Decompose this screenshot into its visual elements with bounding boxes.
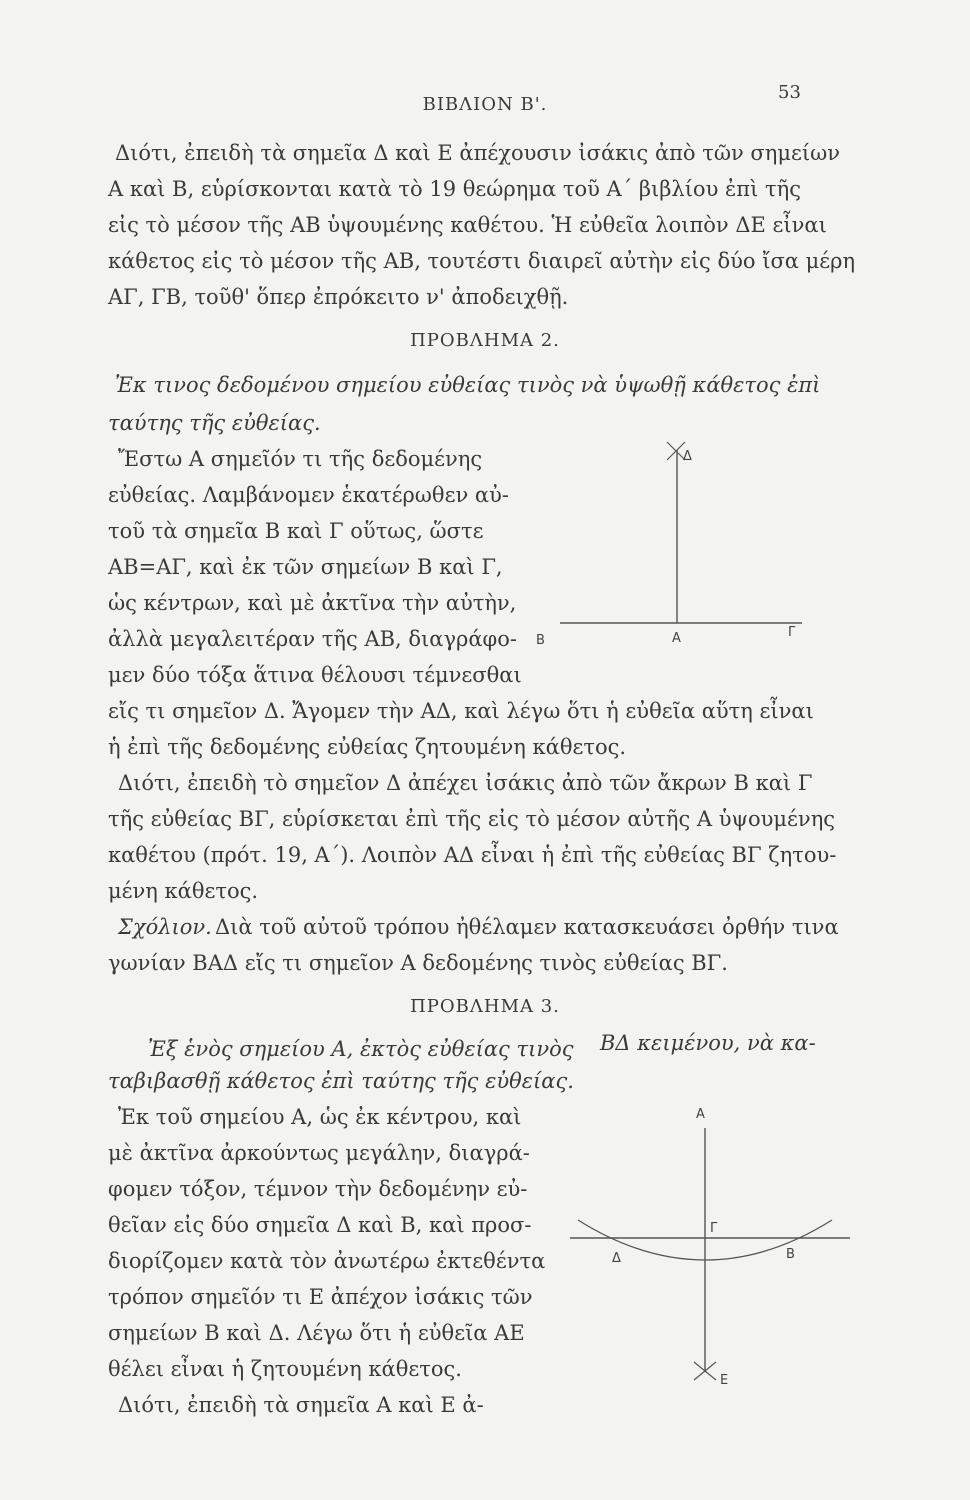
problem-2-line-5: ὡς κέντρων, καὶ μὲ ἀκτῖνα τὴν αὐτὴν, [108, 591, 517, 615]
problem-3-line-4: θεῖαν εἰς δύο σημεῖα Δ καὶ Β, καὶ προσ- [108, 1213, 532, 1237]
running-head-title: ΒΙΒΛΙΟΝ Β'. [422, 94, 548, 115]
intro-line-4: κάθετος εἰς τὸ μέσον τῆς ΑΒ, τουτέστι διαιρεῖ αὐτὴν εἰς δύο ἴσα μέρη [108, 249, 856, 273]
figure-problem-2 [520, 420, 820, 660]
problem-2-line-13: μένη κάθετος. [108, 879, 259, 903]
scholion-label: Σχόλιον. [118, 915, 212, 939]
figure-2-label-b: Β [536, 633, 545, 648]
problem-2-line-12: καθέτου (πρότ. 19, Α΄). Λοιπὸν ΑΔ εἶναι ἡ ἐπὶ τῆς εὐθείας ΒΓ ζητου- [108, 843, 837, 867]
problem-2-line-3: τοῦ τὰ σημεῖα Β καὶ Γ οὕτως, ὥστε [108, 519, 484, 543]
problem-3-line-6: τρόπον σημεῖόν τι Ε ἀπέχον ἰσάκις τῶν [108, 1285, 533, 1309]
problem-3-line-7: σημείων Β καὶ Δ. Λέγω ὅτι ἡ εὐθεῖα ΑΕ [108, 1321, 525, 1345]
problem-3-line-8: θέλει εἶναι ἡ ζητουμένη κάθετος. [108, 1357, 462, 1381]
figure-problem-3 [560, 1090, 860, 1400]
problem-2-line-6: ἀλλὰ μεγαλειτέραν τῆς ΑΒ, διαγράφο- [108, 627, 517, 651]
problem-3-heading: ΠΡΟΒΛΗΜΑ 3. [410, 996, 560, 1017]
problem-2-statement-1: Ἐκ τινος δεδομένου σημείου εὐθείας τινὸς νὰ ὑψωθῇ κάθετος ἐπὶ [115, 373, 821, 397]
intro-line-2: Α καὶ Β, εὑρίσκονται κατὰ τὸ 19 θεώρημα τοῦ Α΄ βιβλίου ἐπὶ τῆς [108, 177, 801, 201]
intro-line-3: εἰς τὸ μέσον τῆς ΑΒ ὑψουμένης καθέτου. Ἡ εὐθεῖα λοιπὸν ΔΕ εἶναι [108, 213, 827, 237]
problem-2-line-7: μεν δύο τόξα ἅτινα θέλουσι τέμνεσθαι [108, 663, 522, 687]
problem-3-statement-2: ΒΔ κειμένου, νὰ κα- [600, 1031, 816, 1055]
problem-3-line-2: μὲ ἀκτῖνα ἀρκούντως μεγάλην, διαγρά- [108, 1141, 530, 1165]
problem-2-line-11: τῆς εὐθείας ΒΓ, εὑρίσκεται ἐπὶ τῆς εἰς τὸ μέσον αὐτῆς Α ὑψουμένης [108, 807, 836, 831]
page-number: 53 [778, 82, 801, 103]
problem-2-line-1: Ἔστω Α σημεῖόν τι τῆς δεδομένης [118, 447, 483, 471]
intro-line-5: ΑΓ, ΓΒ, τοῦθ' ὅπερ ἐπρόκειτο ν' ἀποδειχθῇ. [108, 285, 569, 309]
figure-2-label-g: Γ [788, 625, 796, 640]
figure-2-label-a: Α [672, 631, 681, 646]
problem-2-statement-2: ταύτης τῆς εὐθείας. [108, 411, 321, 435]
figure-3-label-g: Γ [710, 1221, 718, 1236]
figure-3-label-d: Δ [612, 1251, 621, 1266]
problem-3-line-1: Ἐκ τοῦ σημείου Α, ὡς ἐκ κέντρου, καὶ [118, 1105, 522, 1129]
problem-2-line-4: ΑΒ=ΑΓ, καὶ ἐκ τῶν σημείων Β καὶ Γ, [108, 555, 503, 579]
problem-2-line-2: εὐθείας. Λαμβάνομεν ἑκατέρωθεν αὐ- [108, 483, 509, 507]
problem-2-line-8: εἴς τι σημεῖον Δ. Ἄγομεν τὴν ΑΔ, καὶ λέγω ὅτι ἡ εὐθεῖα αὕτη εἶναι [108, 699, 814, 723]
problem-2-line-9: ἡ ἐπὶ τῆς δεδομένης εὐθείας ζητουμένη κάθετος. [108, 735, 627, 759]
intro-line-1: Διότι, ἐπειδὴ τὰ σημεῖα Δ καὶ Ε ἀπέχουσιν ἰσάκις ἀπὸ τῶν σημείων [115, 141, 841, 165]
problem-3-statement-3: ταβιβασθῇ κάθετος ἐπὶ ταύτης τῆς εὐθείας. [108, 1069, 574, 1093]
problem-3-line-9: Διότι, ἐπειδὴ τὰ σημεῖα Α καὶ Ε ἀ- [118, 1393, 484, 1417]
figure-2-label-d: Δ [683, 449, 692, 464]
problem-3-statement-1: Ἐξ ἑνὸς σημείου Α, ἐκτὸς εὐθείας τινὸς [148, 1037, 574, 1061]
figure-3-label-e: Ε [720, 1373, 729, 1388]
problem-2-heading: ΠΡΟΒΛΗΜΑ 2. [410, 330, 560, 351]
scholion-line-1: Διὰ τοῦ αὐτοῦ τρόπου ἠθέλαμεν κατασκευάσει ὀρθήν τινα [215, 915, 839, 939]
problem-3-line-3: φομεν τόξον, τέμνον τὴν δεδομένην εὐ- [108, 1177, 528, 1201]
figure-3-label-b: Β [786, 1247, 795, 1262]
problem-3-line-5: διορίζομεν κατὰ τὸν ἀνωτέρω ἐκτεθέντα [108, 1249, 546, 1273]
scholion-line-2: γωνίαν ΒΑΔ εἴς τι σημεῖον Α δεδομένης τινὸς εὐθείας ΒΓ. [108, 951, 728, 975]
figure-3-label-a: Α [696, 1107, 705, 1122]
problem-2-line-10: Διότι, ἐπειδὴ τὸ σημεῖον Δ ἀπέχει ἰσάκις ἀπὸ τῶν ἄκρων Β καὶ Γ [118, 771, 813, 795]
